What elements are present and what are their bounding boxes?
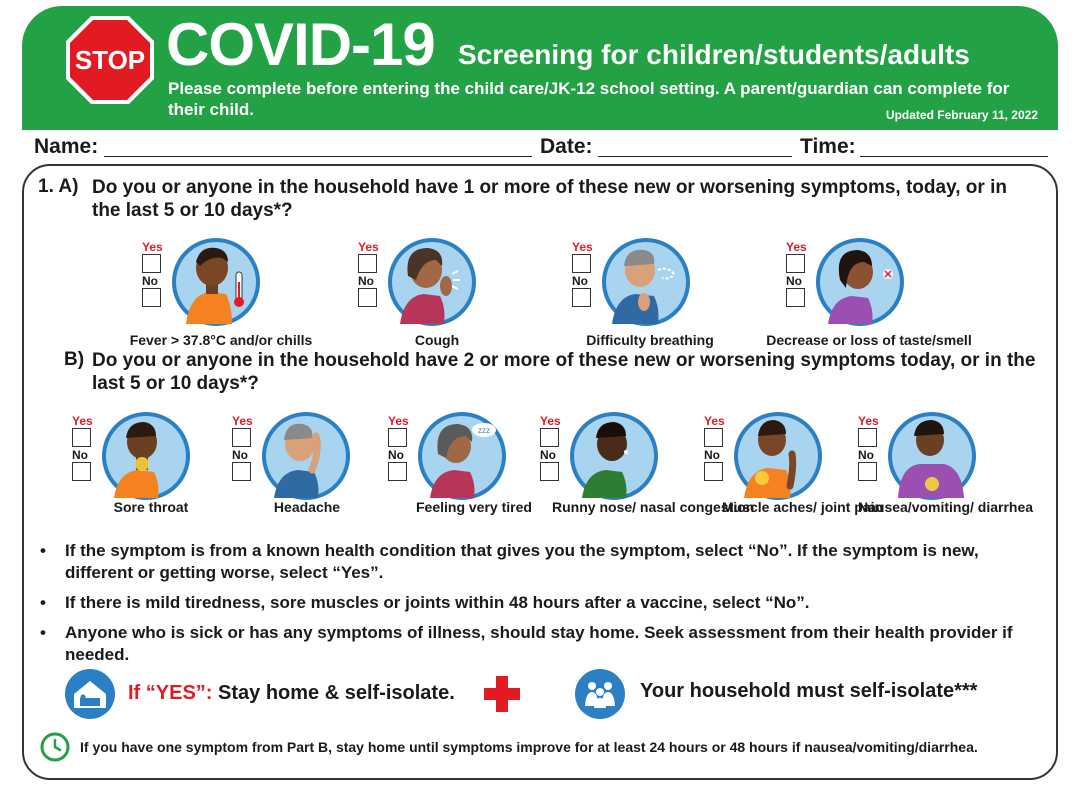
info-fields bbox=[34, 134, 1048, 160]
headache-icon bbox=[260, 410, 352, 502]
svg-text:zzz: zzz bbox=[478, 426, 490, 435]
symptom-label: Headache bbox=[273, 499, 341, 515]
yes-label: Yes bbox=[540, 414, 561, 428]
fever-no-checkbox[interactable] bbox=[142, 288, 161, 307]
symptom-label: Difficulty breathing bbox=[586, 332, 714, 348]
breathing-icon bbox=[600, 236, 692, 328]
no-label: No bbox=[704, 448, 720, 462]
date-label: Date: bbox=[540, 135, 593, 158]
updated-date: Updated February 11, 2022 bbox=[885, 108, 1038, 122]
footnote-text: If you have one symptom from Part B, stay home until symptoms improve for at least 24 hours or 48 hours if nausea/vomiting/diarrhea. bbox=[80, 739, 978, 755]
runny-nose-no-checkbox[interactable] bbox=[540, 462, 559, 481]
tired-yes-checkbox[interactable] bbox=[388, 428, 407, 447]
symptom-label: Muscle aches/ joint pain bbox=[722, 499, 884, 515]
time-field[interactable] bbox=[860, 156, 1048, 157]
instruction-text: If the symptom is from a known health condition that gives you the symptom, select “No”. If the symptom is new, different or getting worse, select “Yes”. bbox=[65, 541, 979, 582]
no-label: No bbox=[540, 448, 556, 462]
house-icon bbox=[64, 668, 116, 720]
question-b-text: Do you or anyone in the household have 2 or more of these new or worsening symptoms today, or in the last 5 or 10 days*? bbox=[92, 350, 1036, 394]
no-label: No bbox=[358, 274, 374, 288]
instruction-item bbox=[40, 592, 1040, 614]
sore-throat-no-checkbox[interactable] bbox=[72, 462, 91, 481]
name-field[interactable] bbox=[104, 156, 532, 157]
stop-sign-icon bbox=[64, 14, 156, 106]
muscle-aches-icon bbox=[732, 410, 824, 502]
sore-throat-yes-checkbox[interactable] bbox=[72, 428, 91, 447]
yes-label: Yes bbox=[786, 240, 807, 254]
instruction-text: Anyone who is sick or has any symptoms of illness, should stay home. Seek assessment from their health provider if needed. bbox=[65, 623, 1013, 664]
question-a-text: Do you or anyone in the household have 1 or more of these new or worsening symptoms, today, or in the last 5 or 10 days*? bbox=[92, 177, 1007, 221]
cough-icon bbox=[386, 236, 478, 328]
cough-no-checkbox[interactable] bbox=[358, 288, 377, 307]
muscle-aches-yes-checkbox[interactable] bbox=[704, 428, 723, 447]
fever-icon bbox=[170, 236, 262, 328]
yes-label: Yes bbox=[704, 414, 725, 428]
household-isolate-text: Your household must self-isolate*** bbox=[640, 680, 978, 702]
symptom-label: Decrease or loss of taste/smell bbox=[766, 332, 972, 348]
sore-throat-icon bbox=[100, 410, 192, 502]
symptom-label: Nausea/vomiting/ diarrhea bbox=[858, 499, 1034, 515]
breathing-no-checkbox[interactable] bbox=[572, 288, 591, 307]
yes-label: Yes bbox=[858, 414, 879, 428]
breathing-yes-checkbox[interactable] bbox=[572, 254, 591, 273]
nausea-no-checkbox[interactable] bbox=[858, 462, 877, 481]
symptom-label: Runny nose/ nasal congestion bbox=[552, 499, 755, 515]
date-field[interactable] bbox=[598, 156, 792, 157]
bullet-icon: • bbox=[40, 623, 46, 642]
yes-label: Yes bbox=[72, 414, 93, 428]
bullet-icon: • bbox=[40, 593, 46, 612]
runny-nose-icon bbox=[568, 410, 660, 502]
isolation-instruction bbox=[128, 682, 455, 705]
no-label: No bbox=[572, 274, 588, 288]
muscle-aches-no-checkbox[interactable] bbox=[704, 462, 723, 481]
nausea-icon bbox=[886, 410, 978, 502]
cough-yes-checkbox[interactable] bbox=[358, 254, 377, 273]
no-label: No bbox=[858, 448, 874, 462]
tired-no-checkbox[interactable] bbox=[388, 462, 407, 481]
headache-no-checkbox[interactable] bbox=[232, 462, 251, 481]
no-label: No bbox=[388, 448, 404, 462]
if-yes-label: If “YES”: bbox=[128, 682, 213, 704]
no-label: No bbox=[232, 448, 248, 462]
page-subtitle: Screening for children/students/adults bbox=[458, 39, 970, 70]
bullet-icon: • bbox=[40, 541, 46, 560]
stop-sign-text: STOP bbox=[74, 45, 146, 75]
instructions-list bbox=[40, 540, 1040, 674]
question-a-number: 1. A) bbox=[38, 176, 79, 197]
symptom-label: Cough bbox=[414, 332, 460, 348]
household-icon bbox=[574, 668, 626, 720]
stay-home-text: Stay home & self-isolate. bbox=[218, 682, 455, 704]
fever-yes-checkbox[interactable] bbox=[142, 254, 161, 273]
symptom-label: Sore throat bbox=[113, 499, 189, 515]
yes-label: Yes bbox=[572, 240, 593, 254]
symptom-label: Fever > 37.8°C and/or chills bbox=[129, 332, 313, 348]
symptom-label: Feeling very tired bbox=[416, 499, 532, 515]
no-label: No bbox=[786, 274, 802, 288]
instruction-item bbox=[40, 540, 1040, 584]
footnote bbox=[40, 732, 1040, 762]
no-label: No bbox=[72, 448, 88, 462]
taste-smell-yes-checkbox[interactable] bbox=[786, 254, 805, 273]
yes-label: Yes bbox=[142, 240, 163, 254]
taste-smell-icon bbox=[814, 236, 906, 328]
tired-icon bbox=[416, 410, 508, 502]
yes-label: Yes bbox=[388, 414, 409, 428]
name-label: Name: bbox=[34, 135, 99, 158]
question-b-number: B) bbox=[64, 349, 85, 370]
time-label: Time: bbox=[800, 135, 856, 158]
no-label: No bbox=[142, 274, 158, 288]
instruction-item bbox=[40, 622, 1040, 666]
runny-nose-yes-checkbox[interactable] bbox=[540, 428, 559, 447]
headache-yes-checkbox[interactable] bbox=[232, 428, 251, 447]
page-title: COVID-19 bbox=[166, 11, 435, 78]
isolation-row bbox=[64, 668, 1044, 722]
clock-icon bbox=[40, 732, 70, 762]
intro-text: Please complete before entering the child care/JK-12 school setting. A parent/guardian can complete for their child. bbox=[168, 79, 1010, 119]
taste-smell-no-checkbox[interactable] bbox=[786, 288, 805, 307]
plus-icon bbox=[482, 674, 522, 714]
instruction-text: If there is mild tiredness, sore muscles or joints within 48 hours after a vaccine, select “No”. bbox=[65, 593, 810, 612]
yes-label: Yes bbox=[232, 414, 253, 428]
nausea-yes-checkbox[interactable] bbox=[858, 428, 877, 447]
yes-label: Yes bbox=[358, 240, 379, 254]
